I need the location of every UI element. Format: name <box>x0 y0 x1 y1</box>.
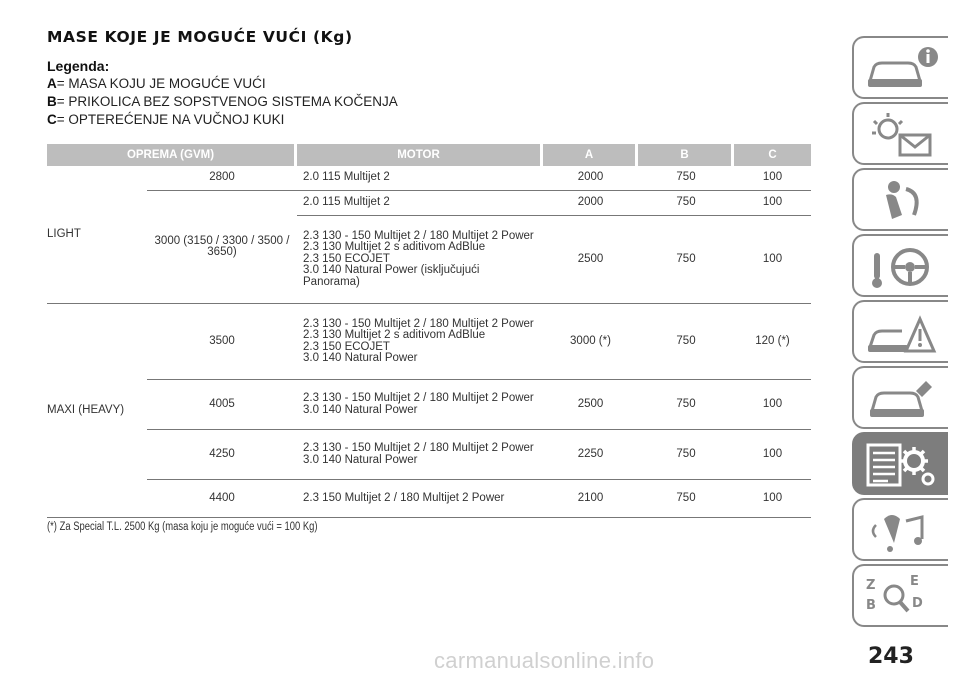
page-title: MASE KOJE JE MOGUĆE VUĆI (Kg) <box>47 28 353 46</box>
multimedia-icon <box>862 505 942 557</box>
header-motor: MOTOR <box>297 144 543 166</box>
gvm-cell: 4005 <box>147 380 297 430</box>
svg-text:Z: Z <box>866 578 876 593</box>
sidebar-tab-lights[interactable] <box>852 102 948 165</box>
c-cell: 100 <box>734 216 811 304</box>
legend-item-a: A= MASA KOJU JE MOGUĆE VUĆI <box>47 76 266 91</box>
gvm-cell: 3000 (3150 / 3300 / 3500 / 3650) <box>147 191 297 304</box>
header-c: C <box>734 144 811 166</box>
c-cell: 120 (*) <box>734 304 811 380</box>
index-icon <box>862 571 942 623</box>
sidebar-tab-multimedia[interactable] <box>852 498 948 561</box>
sidebar-tab-car-info[interactable] <box>852 36 948 99</box>
a-cell: 2500 <box>543 380 638 430</box>
sidebar-tab-steering[interactable] <box>852 234 948 297</box>
c-cell: 100 <box>734 166 811 191</box>
emergency-icon <box>862 307 942 359</box>
a-cell: 3000 (*) <box>543 304 638 380</box>
sidebar-tab-maintenance[interactable] <box>852 366 948 429</box>
b-cell: 750 <box>638 430 734 480</box>
a-cell: 2100 <box>543 480 638 518</box>
sidebar-tab-index[interactable] <box>852 564 948 627</box>
table-header-row <box>47 144 811 166</box>
svg-text:E: E <box>910 574 919 589</box>
gvm-cell: 3500 <box>147 304 297 380</box>
b-cell: 750 <box>638 216 734 304</box>
table-row <box>47 166 811 191</box>
sidebar-tab-safety[interactable] <box>852 168 948 231</box>
group-light: LIGHT <box>47 166 147 304</box>
table-row <box>47 480 811 518</box>
car-info-icon <box>862 43 942 95</box>
c-cell: 100 <box>734 380 811 430</box>
technical-data-icon <box>862 439 942 491</box>
table-row <box>47 191 811 216</box>
footnote: (*) Za Special T.L. 2500 Kg (masa koju je moguće vući = 100 Kg) <box>47 521 318 533</box>
motor-cell: 2.3 130 - 150 Multijet 2 / 180 Multijet 2 Power 3.0 140 Natural Power <box>297 380 543 430</box>
sidebar-tab-technical-data[interactable] <box>852 432 948 495</box>
svg-text:D: D <box>912 596 923 611</box>
table-row <box>47 430 811 480</box>
b-cell: 750 <box>638 480 734 518</box>
group-maxi: MAXI (HEAVY) <box>47 304 147 518</box>
a-cell: 2000 <box>543 166 638 191</box>
b-cell: 750 <box>638 304 734 380</box>
lights-warning-icon <box>862 109 942 161</box>
motor-cell: 2.3 130 - 150 Multijet 2 / 180 Multijet 2 Power 2.3 130 Multijet 2 s aditivom AdBlue 2.3 150 ECOJET 3.0 140 Natural Power (isključujući Panorama) <box>297 216 543 304</box>
a-cell: 2000 <box>543 191 638 216</box>
a-cell: 2500 <box>543 216 638 304</box>
towing-mass-table <box>47 144 811 518</box>
motor-cell: 2.3 130 - 150 Multijet 2 / 180 Multijet 2 Power 2.3 130 Multijet 2 s aditivom AdBlue 2.3 150 ECOJET 3.0 140 Natural Power <box>297 304 543 380</box>
motor-cell: 2.0 115 Multijet 2 <box>297 166 543 191</box>
b-cell: 750 <box>638 380 734 430</box>
legend-item-b: B= PRIKOLICA BEZ SOPSTVENOG SISTEMA KOČENJA <box>47 94 398 109</box>
legend-heading: Legenda: <box>47 58 110 74</box>
motor-cell: 2.0 115 Multijet 2 <box>297 191 543 216</box>
gvm-cell: 4400 <box>147 480 297 518</box>
a-cell: 2250 <box>543 430 638 480</box>
sidebar-tab-emergency[interactable] <box>852 300 948 363</box>
steering-start-icon <box>862 241 942 293</box>
header-a: A <box>543 144 638 166</box>
page-number: 243 <box>868 644 914 669</box>
c-cell: 100 <box>734 430 811 480</box>
maintenance-icon <box>862 373 942 425</box>
gvm-cell: 2800 <box>147 166 297 191</box>
b-cell: 750 <box>638 191 734 216</box>
motor-cell: 2.3 130 - 150 Multijet 2 / 180 Multijet 2 Power 3.0 140 Natural Power <box>297 430 543 480</box>
c-cell: 100 <box>734 480 811 518</box>
table-row <box>47 380 811 430</box>
motor-cell: 2.3 150 Multijet 2 / 180 Multijet 2 Power <box>297 480 543 518</box>
legend-item-c: C= OPTEREĆENJE NA VUČNOJ KUKI <box>47 112 285 127</box>
header-gvm: OPREMA (GVM) <box>47 144 297 166</box>
table-row <box>47 304 811 380</box>
svg-text:B: B <box>866 598 876 613</box>
c-cell: 100 <box>734 191 811 216</box>
watermark: carmanualsonline.info <box>434 648 655 673</box>
header-b: B <box>638 144 734 166</box>
b-cell: 750 <box>638 166 734 191</box>
safety-airbag-icon <box>862 175 942 227</box>
gvm-cell: 4250 <box>147 430 297 480</box>
